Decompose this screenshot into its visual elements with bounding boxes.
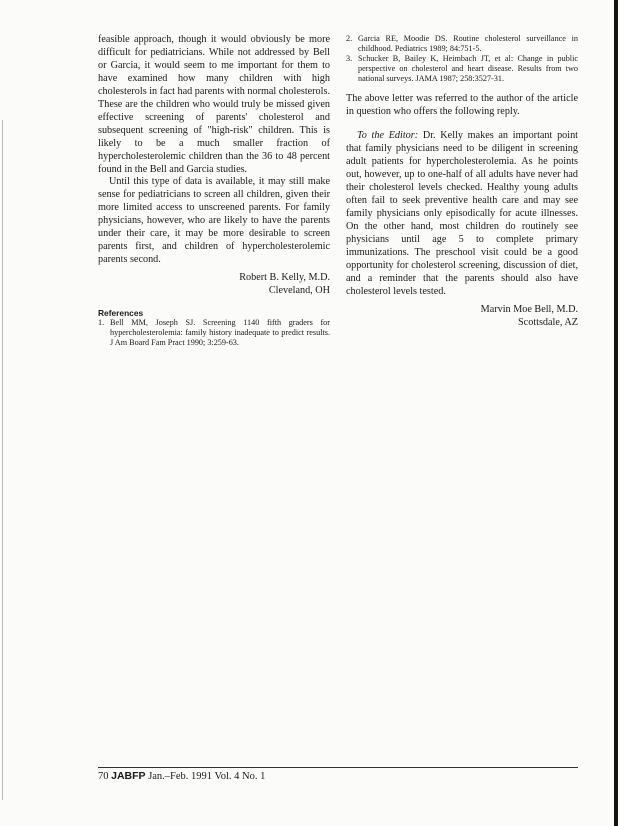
issue-info: Jan.–Feb. 1991 Vol. 4 No. 1 [148, 771, 266, 782]
references-section [98, 308, 330, 348]
signature-name: Marvin Moe Bell, M.D. [480, 303, 578, 315]
reply-signature [346, 303, 578, 329]
page-binding-edge [614, 0, 618, 826]
reference-list [98, 318, 330, 348]
page-number: 70 [98, 771, 109, 782]
page-edge-shadow [2, 120, 3, 800]
signature-location: Scottsdale, AZ [518, 316, 578, 328]
signature-location: Cleveland, OH [268, 285, 330, 297]
reference-item: 1. Bell MM, Joseph SJ. Screening 1140 fifth graders for hypercholesterolemia: family history inadequate to predict results. J Am Board Fam Pract 1990; 3:259-63. [98, 318, 330, 348]
to-the-editor: To the Editor: [357, 130, 419, 142]
references-heading: References [98, 308, 144, 319]
letter-paragraph-2: Until this type of data is available, it may still make sense for pediatricians to screen all children, given their more limited access to unscreened parents. For family physicians, however, who are likely to have the parents under their care, it may be more desirable to screen parents first, and children of hypercholesterolemic parents second. [98, 176, 330, 266]
left-column [98, 34, 330, 348]
right-column [346, 34, 578, 329]
reference-item: 2. Garcia RE, Moodie DS. Routine cholesterol surveillance in childhood. Pediatrics 1989; 84:751-5. [346, 34, 578, 54]
letter-paragraph-1: feasible approach, though it would obviously be more difficult for pediatricians. While not addressed by Bell or Garcia, it would seem to me important for them to have examined how many children with high cholesterols in fact had parents with normal cholesterols. These are the children who would truly be missed given effective screening of parents' cholesterol and subsequent screening of "high-risk" children. This is likely to be a much smaller fraction of hypercholesterolemic children than the 36 to 48 percent found in the Bell and Garcia studies. [98, 34, 330, 175]
letter-signature [98, 271, 330, 297]
reply-paragraph: To the Editor: Dr. Kelly makes an important point that family physicians need to be diligent in screening adult patients for hypercholesterolemia. As he points out, however, up to one-half of all adults have never had their cholesterol levels checked. Healthy young adults often fail to seek preventive health care and may see family physicians only episodically for acute illnesses. On the other hand, most children do routinely see physicians until age 5 to complete primary immunizations. The preschool visit could be a good opportunity for cholesterol screening, discussion of diet, and a reminder that the parents should also have cholesterol levels tested. [346, 130, 579, 297]
editorial-transition: The above letter was referred to the author of the article in question who offers the following reply. [346, 93, 578, 118]
journal-name: JABFP [111, 770, 146, 782]
reference-list-continued [346, 34, 578, 84]
page-footer [98, 770, 265, 782]
reference-item: 3. Schucker B, Bailey K, Heimbach JT, et al: Change in public perspective on cholesterol and heart disease. Results from two national surveys. JAMA 1987; 258:3527-31. [346, 54, 578, 84]
signature-name: Robert B. Kelly, M.D. [239, 272, 330, 284]
footer-rule [98, 767, 578, 768]
